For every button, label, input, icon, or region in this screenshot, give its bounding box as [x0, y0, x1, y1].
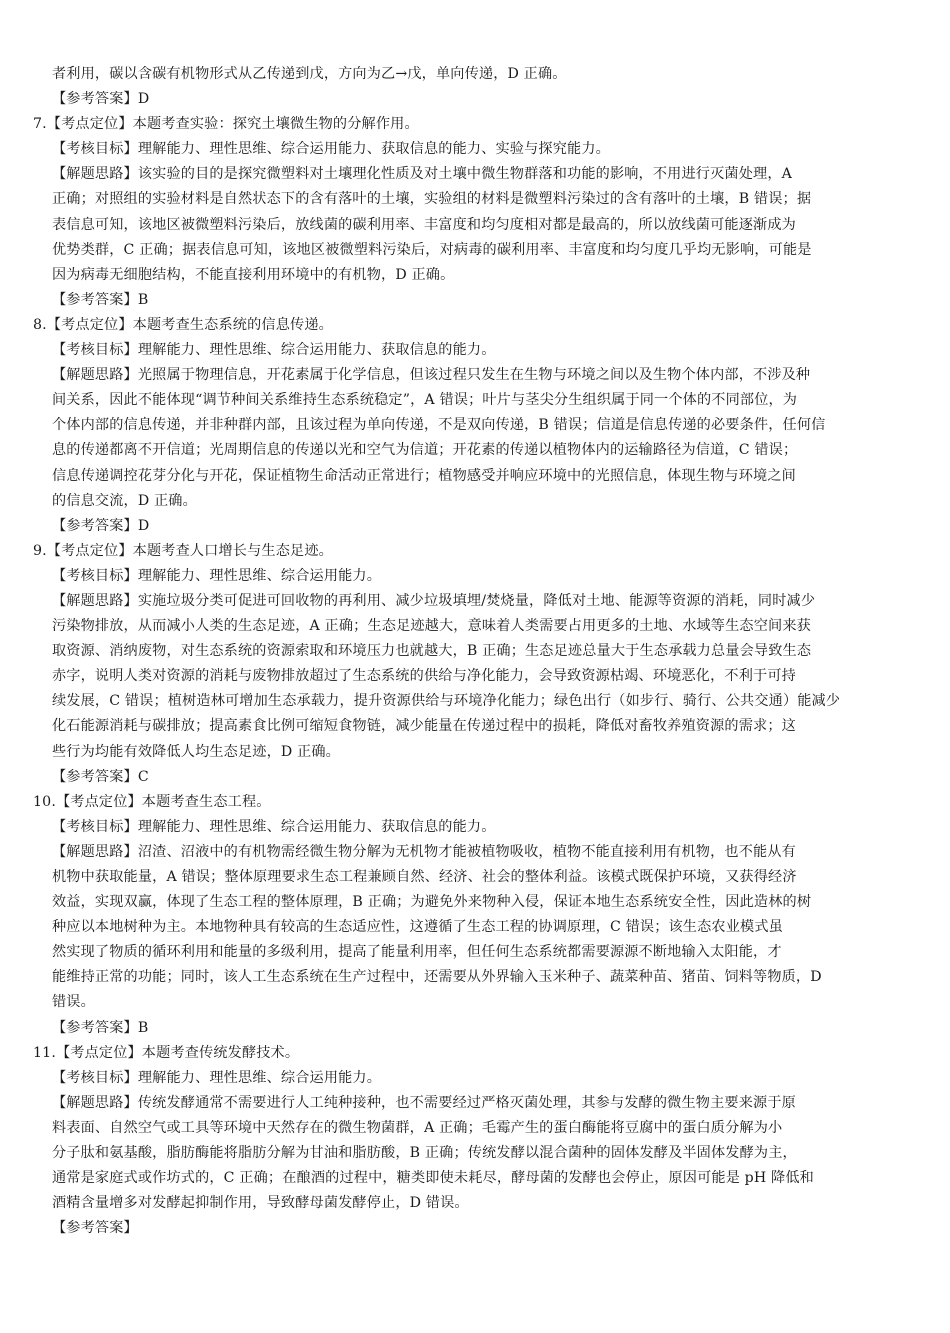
text-line: 种应以本地树种为主。本地物种具有较高的生态适应性，这遵循了生态工程的协调原理，C 错误；该生态农业模式虽: [52, 919, 783, 936]
text-line: 【参考答案】C: [52, 768, 149, 785]
text-line: 续发展，C 错误；植树造林可增加生态承载力，提升资源供给与环境净化能力；绿色出行（如步行、骑行、公共交通）能减少: [52, 693, 841, 710]
text-line: 些行为均能有效降低人均生态足迹，D 正确。: [52, 743, 340, 760]
text-line: 者利用，碳以含碳有机物形式从乙传递到戊，方向为乙→戊，单向传递，D 正确。: [52, 66, 567, 82]
text-line: 分子肽和氨基酸，脂肪酶能将脂肪分解为甘油和脂肪酸，B 正确；传统发酵以混合菌种的固体发酵及半固体发酵为主，: [52, 1145, 797, 1162]
text-line: 效益，实现双赢，体现了生态工程的整体原理，B 正确；为避免外来物种入侵，保证本地生态系统安全性，因此造林的树: [52, 894, 812, 911]
text-line: 【考核目标】理解能力、理性思维、综合运用能力、获取信息的能力。: [52, 342, 496, 359]
text-line: 【参考答案】: [52, 1220, 138, 1237]
text-line: 污染物排放，从而减小人类的生态足迹，A 正确；生态足迹越大，意味着人类需要占用更多的土地、水域等生态空间来获: [52, 618, 811, 635]
text-line: 个体内部的信息传递，并非种群内部，且该过程为单向传递，不是双向传递，B 错误；信道是信息传递的必要条件，任何信: [52, 417, 826, 434]
text-line: 【解题思路】沼渣、沼液中的有机物需经微生物分解为无机物才能被植物吸收，植物不能直接利用有机物，也不能从有: [52, 843, 796, 860]
answer-document: [0, 62, 950, 1241]
text-line: 然实现了物质的循环利用和能量的多级利用，提高了能量利用率，但任何生态系统都需要源源不断地输入太阳能，才: [52, 944, 782, 961]
text-line: 表信息可知，该地区被微塑料污染后，放线菌的碳利用率、丰富度和均匀度相对都是最高的，所以放线菌可能逐渐成为: [52, 216, 796, 233]
text-line: 10.【考点定位】本题考查生态工程。: [33, 793, 271, 810]
text-line: 9.【考点定位】本题考查人口增长与生态足迹。: [33, 542, 333, 559]
text-line: 【考核目标】理解能力、理性思维、综合运用能力。: [52, 1069, 382, 1086]
text-line: 正确；对照组的实验材料是自然状态下的含有落叶的土壤，实验组的材料是微塑料污染过的含有落叶的土壤，B 错误；据: [52, 191, 812, 208]
text-line: 信息传递调控花芽分化与开花，保证植物生命活动正常进行；植物感受并响应环境中的光照信息，体现生物与环境之间: [52, 467, 796, 484]
text-line: 7.【考点定位】本题考查实验：探究土壤微生物的分解作用。: [33, 116, 419, 133]
text-line: 【参考答案】D: [52, 517, 150, 534]
text-line: 【参考答案】B: [52, 291, 149, 308]
text-line: 取资源、消纳废物，对生态系统的资源索取和环境压力也就越大，B 正确；生态足迹总量大于生态承载力总量会导致生态: [52, 643, 812, 660]
text-line: 【解题思路】传统发酵通常不需要进行人工纯种接种，也不需要经过严格灭菌处理，其参与发酵的微生物主要来源于原: [52, 1094, 796, 1111]
text-line: 机物中获取能量，A 错误；整体原理要求生态工程兼顾自然、经济、社会的整体利益。该模式既保护环境，又获得经济: [52, 869, 797, 885]
text-line: 通常是家庭式或作坊式的，C 正确；在酿酒的过程中，糖类即使未耗尽，酵母菌的发酵也会停止，原因可能是 pH 降低和: [52, 1170, 814, 1187]
text-line: 酒精含量增多对发酵起抑制作用，导致酵母菌发酵停止，D 错误。: [52, 1195, 469, 1212]
text-line: 的信息交流，D 正确。: [52, 492, 197, 509]
text-line: 能维持正常的功能；同时，该人工生态系统在生产过程中，还需要从外界输入玉米种子、蔬菜种苗、猪苗、饲料等物质，D: [52, 969, 822, 986]
text-line: 【解题思路】该实验的目的是探究微塑料对土壤理化性质及对土壤中微生物群落和功能的影响，不用进行灭菌处理，A: [52, 166, 792, 183]
text-line: 【解题思路】光照属于物理信息，开花素属于化学信息，但该过程只发生在生物与环境之间以及生物个体内部，不涉及种: [52, 367, 811, 384]
text-line: 8.【考点定位】本题考查生态系统的信息传递。: [33, 316, 333, 333]
text-line: 因为病毒无细胞结构，不能直接利用环境中的有机物，D 正确。: [52, 266, 455, 283]
text-line: 11.【考点定位】本题考查传统发酵技术。: [33, 1044, 300, 1061]
text-line: 【参考答案】B: [52, 1019, 149, 1036]
text-line: 化石能源消耗与碳排放；提高素食比例可缩短食物链，减少能量在传递过程中的损耗，降低对畜牧养殖资源的需求；这: [52, 718, 796, 735]
text-line: 【解题思路】实施垃圾分类可促进可回收物的再利用、减少垃圾填埋/焚烧量，降低对土地、能源等资源的消耗，同时减少: [52, 592, 816, 609]
text-line: 息的传递都离不开信道；光周期信息的传递以光和空气为信道；开花素的传递以植物体内的运输路径为信道，C 错误；: [52, 442, 798, 459]
text-line: 赤字，说明人类对资源的消耗与废物排放超过了生态系统的供给与净化能力，会导致资源枯竭、环境恶化，不利于可持: [52, 668, 796, 685]
text-line: 错误。: [52, 994, 95, 1011]
text-line: 优势类群，C 正确；据表信息可知，该地区被微塑料污染后，对病毒的碳利用率、丰富度和均匀度几乎均无影响，可能是: [52, 241, 812, 258]
text-line: 【考核目标】理解能力、理性思维、综合运用能力。: [52, 567, 382, 584]
text-line: 间关系，因此不能体现“调节种间关系维持生态系统稳定”，A 错误；叶片与茎尖分生组织属于同一个体的不同部位，为: [52, 392, 798, 409]
text-line: 【参考答案】D: [52, 91, 150, 108]
text-line: 【考核目标】理解能力、理性思维、综合运用能力、获取信息的能力。: [52, 818, 496, 835]
text-line: 料表面、自然空气或工具等环境中天然存在的微生物菌群，A 正确；毛霉产生的蛋白酶能将豆腐中的蛋白质分解为小: [52, 1119, 783, 1136]
text-line: 【考核目标】理解能力、理性思维、综合运用能力、获取信息的能力、实验与探究能力。: [52, 141, 610, 158]
